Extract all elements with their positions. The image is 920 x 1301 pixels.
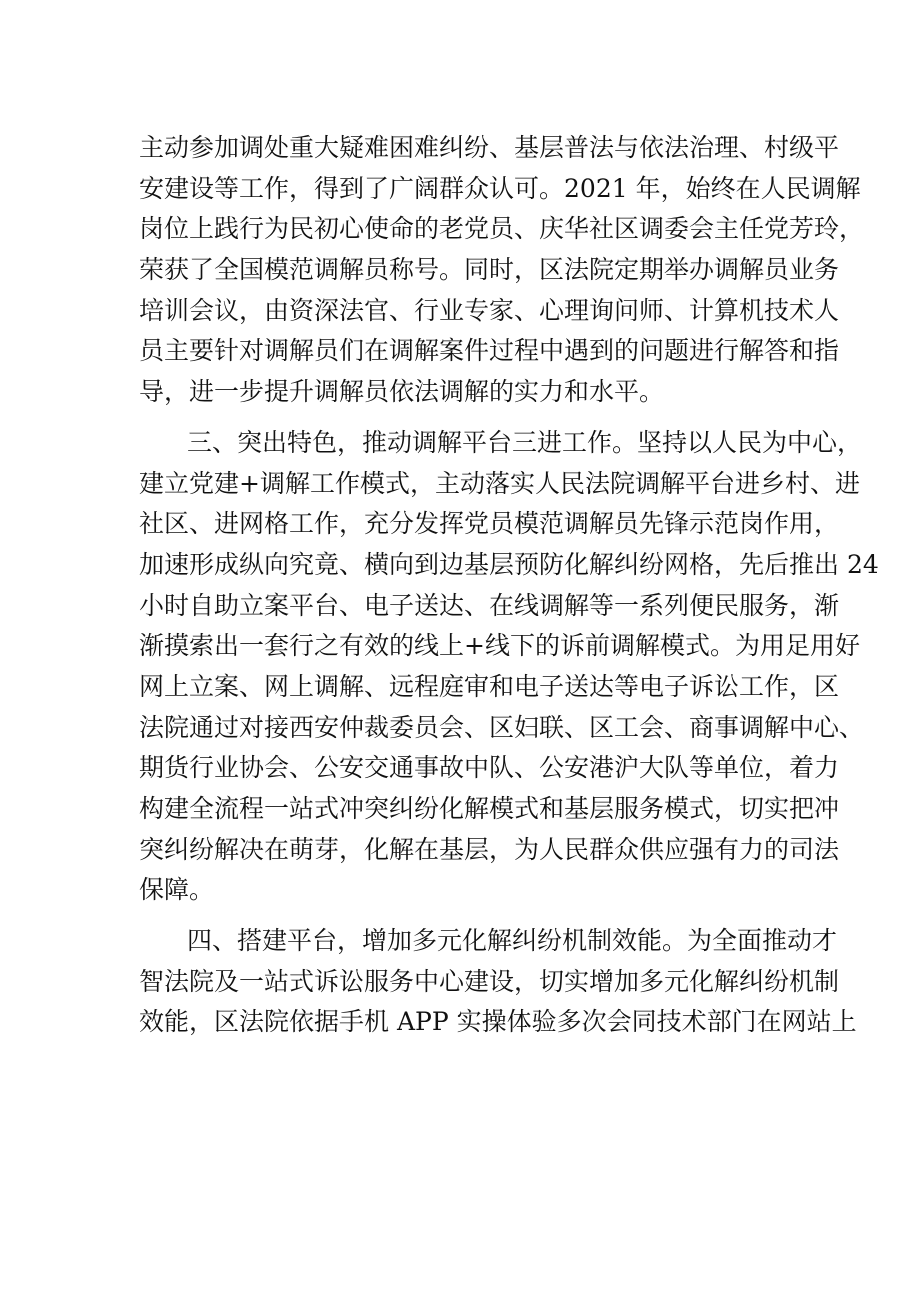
- text-line: 渐摸索出一套行之有效的线上+线下的诉前调解模式。为用足用好: [139, 631, 860, 661]
- text-line: 期货行业协会、公安交通事故中队、公安港沪大队等单位，着力: [139, 753, 840, 783]
- text-line: 社区、进网格工作，充分发挥党员模范调解员先锋示范岗作用，: [139, 509, 840, 539]
- text-line: 智法院及一站式诉讼服务中心建设，切实增加多元化解纠纷机制: [139, 966, 840, 996]
- document-body: [139, 128, 879, 1043]
- paragraph-1: [139, 128, 865, 413]
- text-line: 培训会议，由资深法官、行业专家、心理询问师、计算机技术人: [139, 295, 840, 325]
- paragraph-gap: [139, 911, 799, 921]
- paragraph-gap: [139, 413, 799, 423]
- text-line: 导，进一步提升调解员依法调解的实力和水平。: [139, 377, 665, 407]
- text-line: 保障。: [139, 875, 215, 905]
- text-line: 小时自助立案平台、电子送达、在线调解等一系列便民服务，渐: [139, 590, 840, 620]
- text-line: 三、突出特色，推动调解平台三进工作。坚持以人民为中心，: [187, 427, 863, 457]
- paragraph-2: [139, 423, 879, 911]
- text-line: 员主要针对调解员们在调解案件过程中遇到的问题进行解答和指: [139, 336, 840, 366]
- text-line: 构建全流程一站式冲突纠纷化解模式和基层服务模式，切实把冲: [139, 794, 840, 823]
- text-line: 四、搭建平台，增加多元化解纠纷机制效能。为全面推动才: [187, 926, 838, 956]
- text-line: 荣获了全国模范调解员称号。同时，区法院定期举办调解员业务: [139, 255, 840, 285]
- text-line: 安建设等工作，得到了广阔群众认可。2021 年，始终在人民调解: [139, 173, 861, 203]
- text-line: 主动参加调处重大疑难困难纠纷、基层普法与依法治理、村级平: [139, 133, 840, 162]
- text-line: 岗位上践行为民初心使命的老党员、庆华社区调委会主任党芳玲，: [139, 214, 865, 244]
- text-line: 效能，区法院依据手机 APP 实操体验多次会同技术部门在网站上: [139, 1007, 857, 1037]
- text-line: 法院通过对接西安仲裁委员会、区妇联、区工会、商事调解中心、: [139, 712, 865, 742]
- text-line: 突纠纷解决在萌芽，化解在基层，为人民群众供应强有力的司法: [139, 834, 840, 864]
- text-line: 加速形成纵向究竟、横向到边基层预防化解纠纷网格，先后推出 24: [139, 549, 879, 579]
- text-line: 建立党建+调解工作模式，主动落实人民法院调解平台进乡村、进: [139, 468, 860, 498]
- paragraph-3: [139, 921, 857, 1043]
- text-line: 网上立案、网上调解、远程庭审和电子送达等电子诉讼工作，区: [139, 671, 840, 701]
